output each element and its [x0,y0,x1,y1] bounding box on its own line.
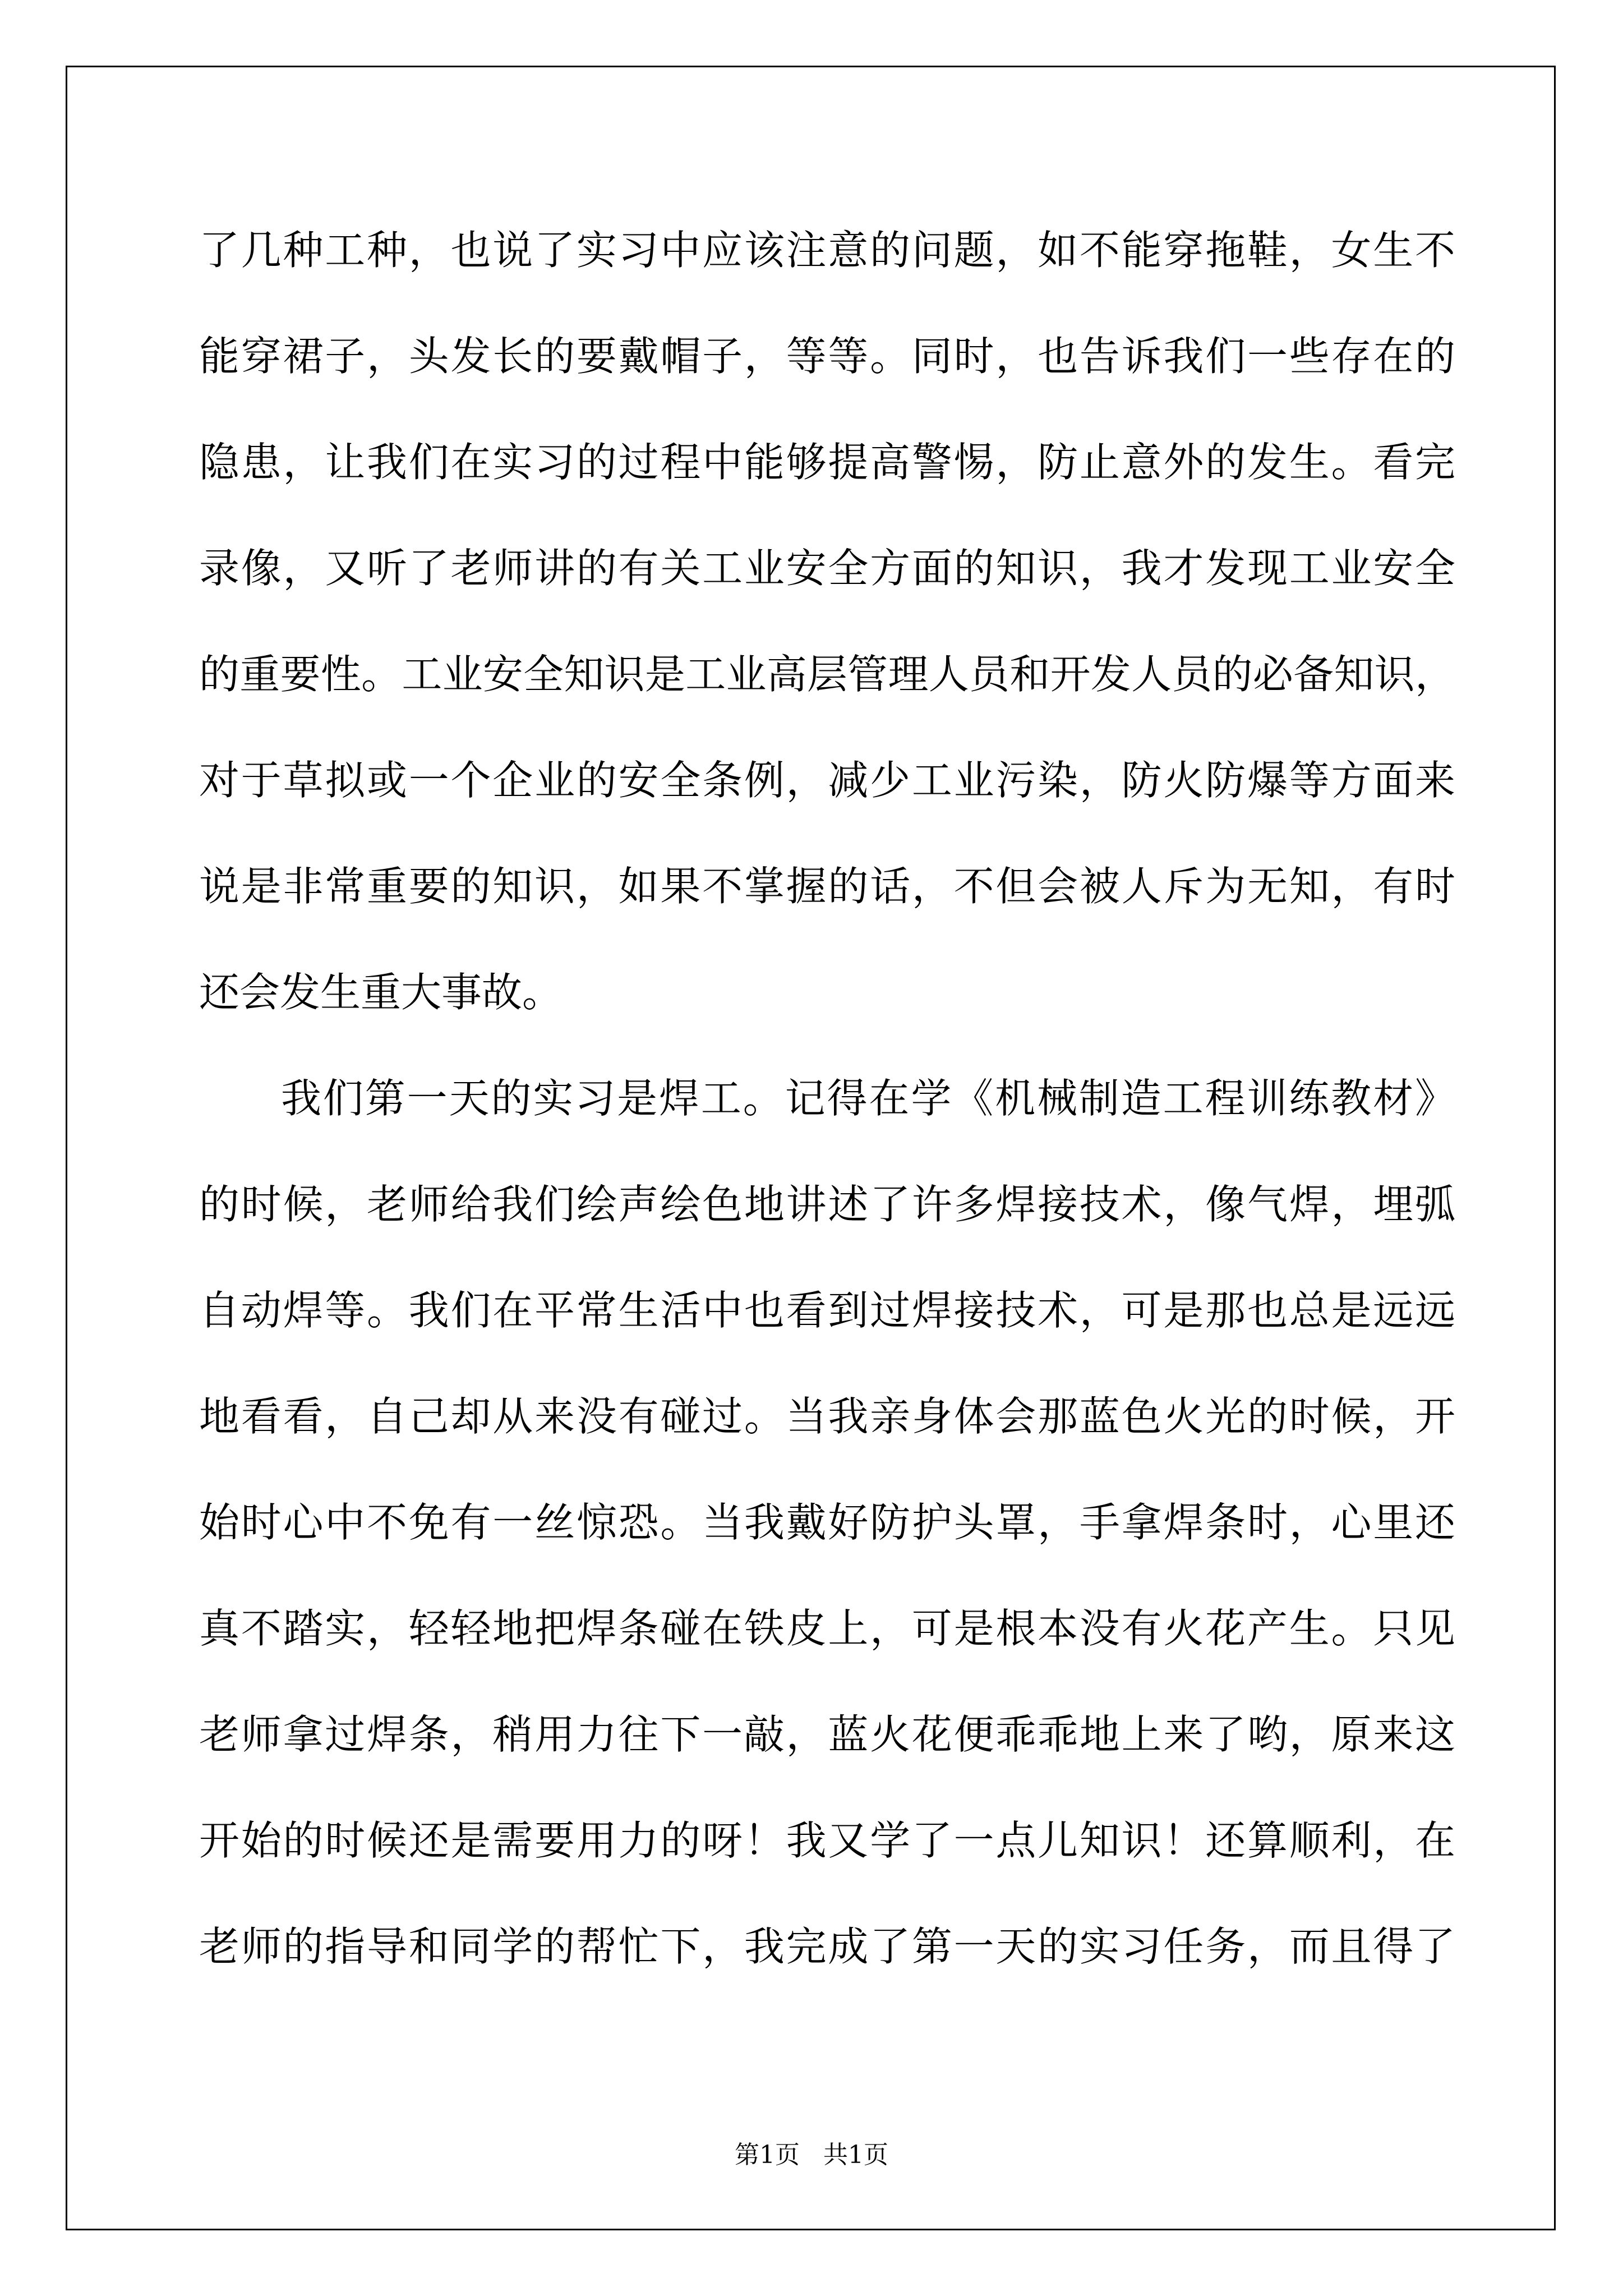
text-line: 我们第一天的实习是焊工。记得在学《机械制造工程训练教材》 [281,1075,1455,1122]
text-line: 了几种工种，也说了实习中应该注意的问题，如不能穿拖鞋，女生不 [199,227,1455,274]
text-line: 地看看，自己却从来没有碰过。当我亲身体会那蓝色火光的时候，开 [199,1393,1455,1440]
text-line: 说是非常重要的知识，如果不掌握的话，不但会被人斥为无知，有时 [199,863,1455,910]
text-line: 对于草拟或一个企业的安全条例，减少工业污染，防火防爆等方面来 [199,757,1455,804]
text-line: 还会发生重大事故。 [199,969,563,1016]
text-line: 开始的时候还是需要用力的呀！我又学了一点儿知识！还算顺利，在 [199,1817,1455,1864]
text-line: 的时候，老师给我们绘声绘色地讲述了许多焊接技术，像气焊，埋弧 [199,1181,1455,1228]
text-line: 能穿裙子，头发长的要戴帽子，等等。同时，也告诉我们一些存在的 [199,333,1455,380]
text-line: 老师的指导和同学的帮忙下，我完成了第一天的实习任务，而且得了 [199,1923,1455,1970]
text-line: 老师拿过焊条，稍用力往下一敲，蓝火花便乖乖地上来了哟，原来这 [199,1711,1455,1758]
page-footer: 第1页 共1页 [735,2141,888,2169]
text-line: 自动焊等。我们在平常生活中也看到过焊接技术，可是那也总是远远 [199,1287,1455,1334]
text-line: 真不踏实，轻轻地把焊条碰在铁皮上，可是根本没有火花产生。只见 [199,1605,1455,1652]
text-line: 始时心中不免有一丝惊恐。当我戴好防护头罩，手拿焊条时，心里还 [199,1499,1455,1546]
text-line: 隐患，让我们在实习的过程中能够提高警惕，防止意外的发生。看完 [199,439,1455,486]
text-line: 的重要性。工业安全知识是工业高层管理人员和开发人员的必备知识， [199,651,1455,698]
document-body [199,197,1455,2000]
text-line: 录像，又听了老师讲的有关工业安全方面的知识，我才发现工业安全 [199,545,1455,592]
